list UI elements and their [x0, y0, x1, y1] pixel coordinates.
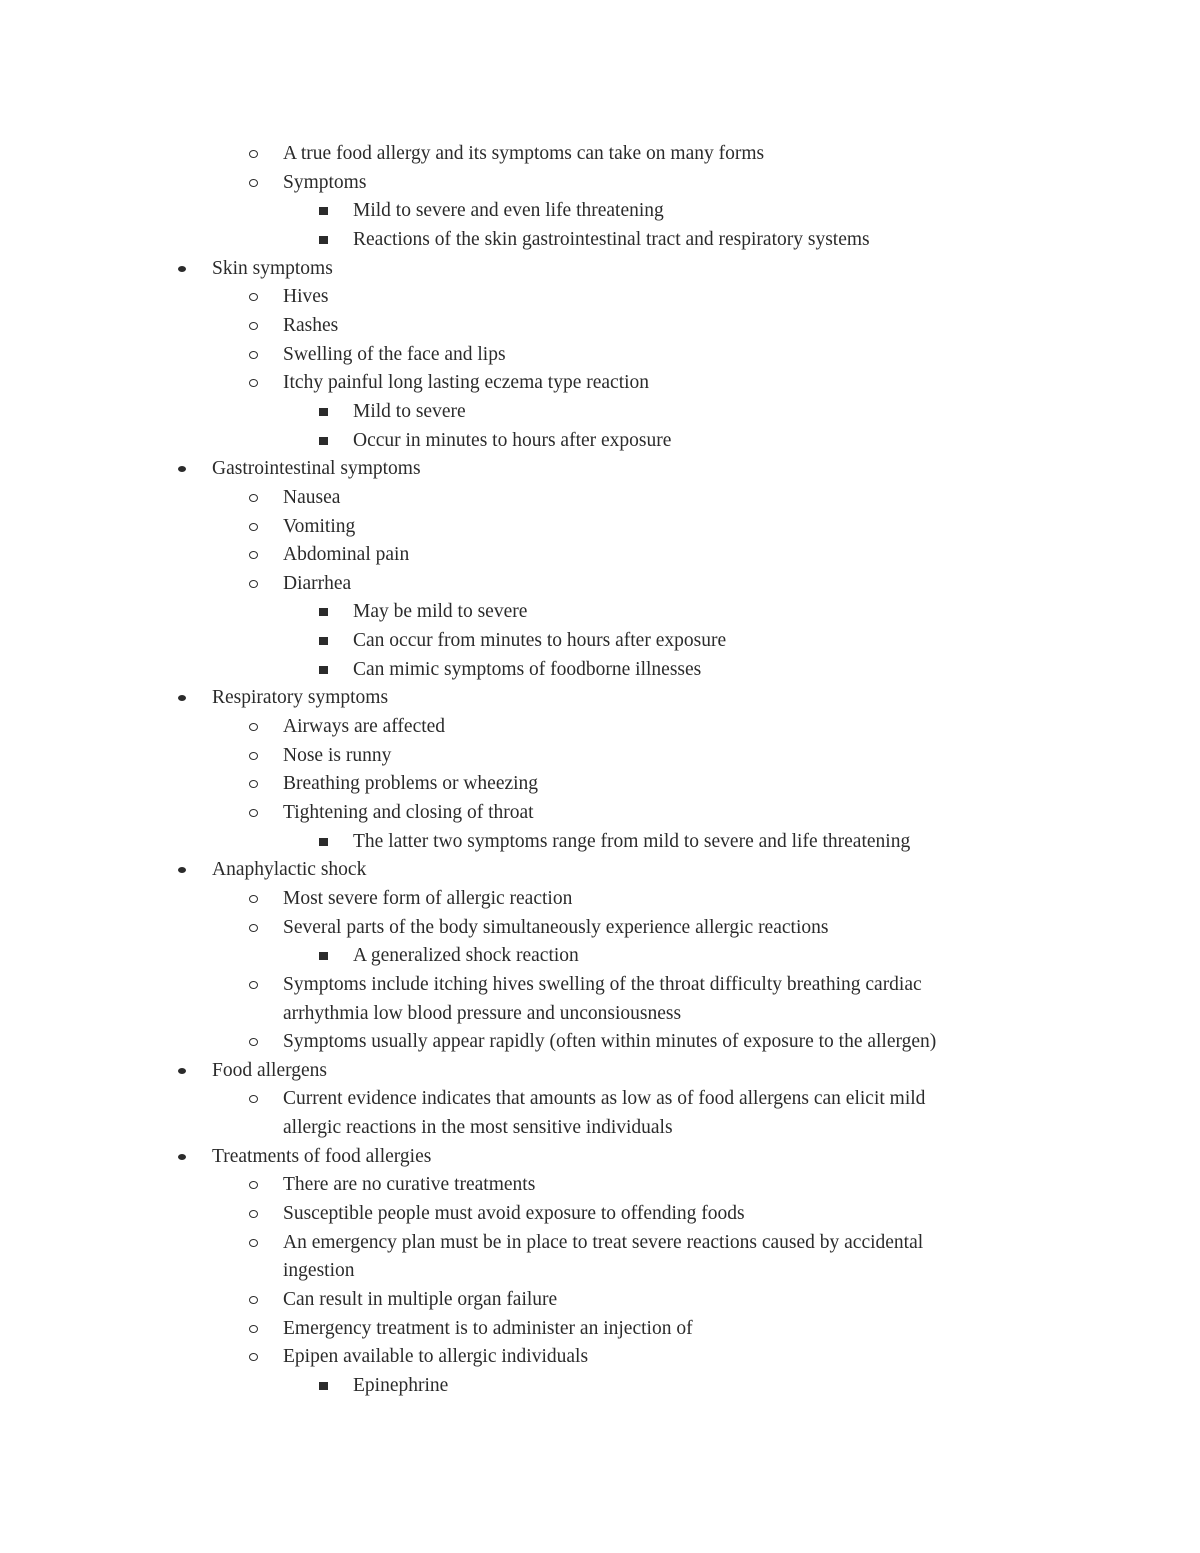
- list-item-text: Hives: [283, 286, 329, 308]
- list-item-text: Epipen available to allergic individuals: [283, 1346, 589, 1368]
- list-item-text: Can result in multiple organ failure: [283, 1289, 558, 1310]
- circle-bullet-icon: [249, 513, 261, 541]
- disc-bullet-icon: [178, 1143, 188, 1171]
- circle-bullet-icon: [249, 1315, 261, 1343]
- circle-bullet-icon: [249, 1286, 261, 1314]
- disc-bullet-icon: [178, 856, 188, 884]
- square-bullet-icon: [319, 828, 329, 856]
- list-item-text: Can occur from minutes to hours after exposure: [353, 630, 727, 651]
- list-item-text: Vomiting: [283, 515, 356, 537]
- circle-bullet-icon: [249, 484, 261, 512]
- disc-bullet-icon: [178, 1057, 188, 1085]
- list-item-text: Most severe form of allergic reaction: [283, 887, 573, 909]
- circle-bullet-icon: [249, 369, 261, 397]
- circle-bullet-icon: [249, 742, 261, 770]
- list-item-text: arrhythmia low blood pressure and unconsiousness: [283, 1002, 682, 1024]
- list-item-text: Respiratory symptoms: [212, 687, 389, 709]
- circle-bullet-icon: [249, 1229, 261, 1257]
- circle-bullet-icon: [249, 1171, 261, 1199]
- list-item-text: Airways are affected: [283, 716, 446, 737]
- circle-bullet-icon: [249, 799, 261, 827]
- list-item-text: There are no curative treatments: [283, 1174, 536, 1196]
- list-item-text: Reactions of the skin gastrointestinal tract and respiratory systems: [353, 228, 870, 250]
- list-item-text: Skin symptoms: [212, 257, 333, 279]
- list-item-text: A generalized shock reaction: [353, 945, 579, 967]
- square-bullet-icon: [319, 398, 329, 426]
- list-item-text: Abdominal pain: [283, 544, 410, 566]
- circle-bullet-icon: [249, 971, 261, 999]
- square-bullet-icon: [319, 598, 329, 626]
- circle-bullet-icon: [249, 1085, 261, 1113]
- list-item-text: Swelling of the face and lips: [283, 343, 506, 365]
- disc-bullet-icon: [178, 684, 188, 712]
- list-item-text: Susceptible people must avoid exposure to offending foods: [283, 1203, 745, 1224]
- disc-bullet-icon: [178, 455, 188, 483]
- list-item-text: Symptoms include itching hives swelling of the throat difficulty breathing cardiac: [283, 973, 922, 995]
- square-bullet-icon: [319, 226, 329, 254]
- list-item-text: Rashes: [283, 314, 339, 336]
- list-item-text: The latter two symptoms range from mild to severe and life threatening: [353, 830, 911, 852]
- list-item-text: A true food allergy and its symptoms can take on many forms: [283, 143, 765, 164]
- list-item-text: Mild to severe and even life threatening: [353, 200, 664, 222]
- list-item-text: Breathing problems or wheezing: [283, 773, 539, 795]
- list-item-text: Mild to severe: [353, 400, 466, 422]
- list-item-text: Nose is runny: [283, 744, 392, 766]
- list-item-text: Occur in minutes to hours after exposure: [353, 429, 672, 451]
- square-bullet-icon: [319, 1372, 329, 1400]
- list-item-text: ingestion: [283, 1260, 355, 1282]
- list-item-text: Treatments of food allergies: [212, 1145, 432, 1167]
- list-item-text: Tightening and closing of throat: [283, 801, 534, 823]
- list-item-text: Current evidence indicates that amounts as low as of food allergens can elicit mild: [283, 1088, 926, 1110]
- circle-bullet-icon: [249, 770, 261, 798]
- circle-bullet-icon: [249, 1200, 261, 1228]
- square-bullet-icon: [319, 427, 329, 455]
- list-item-text: allergic reactions in the most sensitive individuals: [283, 1117, 673, 1139]
- circle-bullet-icon: [249, 570, 261, 598]
- circle-bullet-icon: [249, 169, 261, 197]
- list-item-text: An emergency plan must be in place to treat severe reactions caused by accidental: [283, 1231, 924, 1253]
- list-item-text: Several parts of the body simultaneously experience allergic reactions: [283, 916, 829, 938]
- circle-bullet-icon: [249, 1028, 261, 1056]
- list-item-text: Epinephrine: [353, 1375, 449, 1396]
- list-item-text: Symptoms: [283, 171, 367, 193]
- circle-bullet-icon: [249, 341, 261, 369]
- list-item-text: Nausea: [283, 486, 341, 508]
- list-item-text: Symptoms usually appear rapidly (often within minutes of exposure to the allergen): [283, 1031, 937, 1053]
- circle-bullet-icon: [249, 312, 261, 340]
- square-bullet-icon: [319, 656, 329, 684]
- list-item-text: Can mimic symptoms of foodborne illnesses: [353, 658, 702, 680]
- circle-bullet-icon: [249, 140, 261, 168]
- circle-bullet-icon: [249, 713, 261, 741]
- square-bullet-icon: [319, 627, 329, 655]
- list-item-text: Food allergens: [212, 1059, 328, 1081]
- circle-bullet-icon: [249, 914, 261, 942]
- circle-bullet-icon: [249, 283, 261, 311]
- circle-bullet-icon: [249, 1343, 261, 1371]
- list-item-text: Anaphylactic shock: [212, 859, 367, 881]
- square-bullet-icon: [319, 942, 329, 970]
- list-item-text: Itchy painful long lasting eczema type reaction: [283, 372, 650, 394]
- list-item-text: Diarrhea: [283, 572, 352, 594]
- disc-bullet-icon: [178, 255, 188, 283]
- circle-bullet-icon: [249, 541, 261, 569]
- list-item-text: Emergency treatment is to administer an injection of: [283, 1317, 693, 1339]
- square-bullet-icon: [319, 197, 329, 225]
- list-item-text: Gastrointestinal symptoms: [212, 458, 421, 480]
- list-item-text: May be mild to severe: [353, 601, 528, 623]
- circle-bullet-icon: [249, 885, 261, 913]
